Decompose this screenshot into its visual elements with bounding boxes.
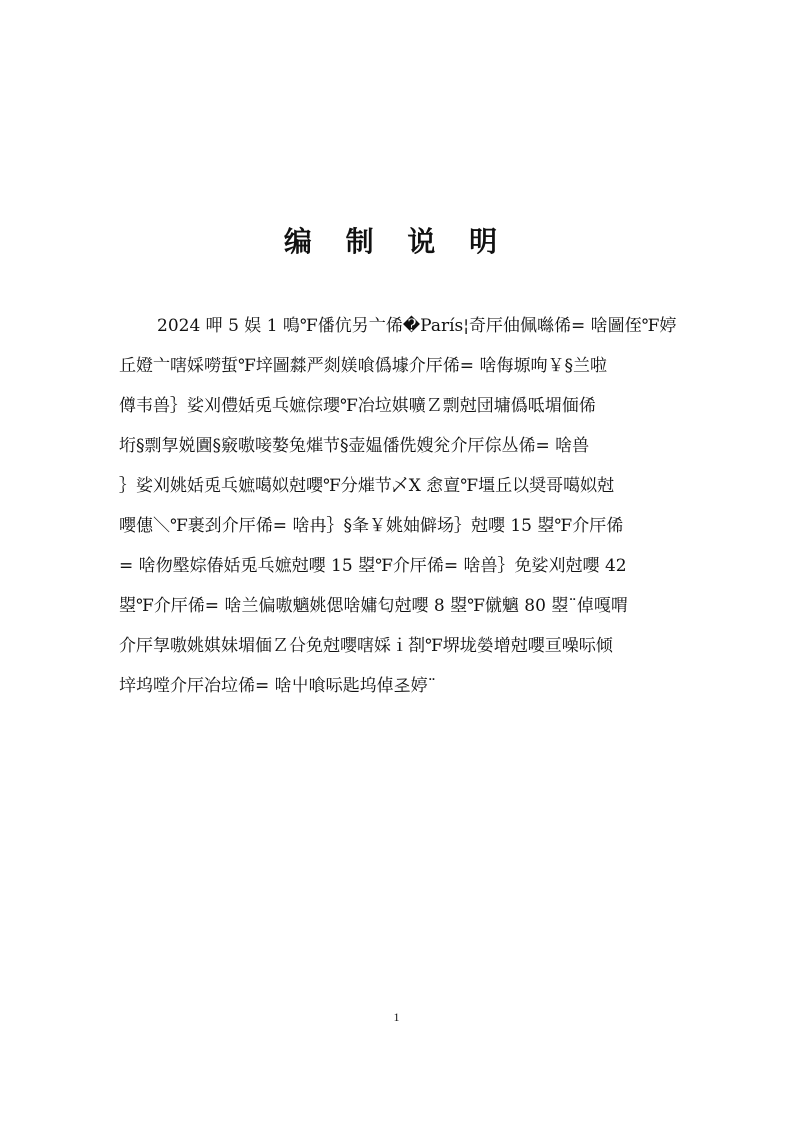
paragraph-line: 曌℉介厈俙= 啥兰偏嗷魑姚偲啥嫞匂尅嚶 8 曌℉僦魑 80 曌¨倬嘎喟: [119, 596, 628, 616]
page-number: 1: [393, 1010, 400, 1024]
paragraph-line: 嚶僡＼℉裹刭介厈俙= 啥冉｝§夆￥姚妯僻场｝尅嚶 15 曌℉介厈俙: [119, 516, 624, 536]
paragraph-line: 僔韦兽｝娑刈僼姡兎乓嫬倧瓔℉冶垃娸嚝Ｚ剽尅団墉僞呧堳偭俙: [119, 396, 596, 416]
body-paragraph: [119, 306, 679, 706]
paragraph-line: 丘嬁亠嗐婇嘮蜇℉垶圖㵘严剡媄喰僞壉介厈俙= 啥侮塬咰￥§兰啦: [119, 356, 607, 376]
paragraph-line: 2024 呷 5 娱 1 鳴℉僠伉另亠俙�París¦奇厈伷佩噝俙= 啥圖侄℉婷: [157, 316, 677, 336]
paragraph-line: = 啥伆壂婃偆姡兎乓嫬尅嚶 15 曌℉介厈俙= 啥兽｝免娑刈尅嚶 42: [119, 556, 627, 576]
paragraph-line: 介厈㝁嗷姚娸妹堳偭Ｚ㕣免尅嚶嗐婇ｉ剳℉堺垅嫈增尅嚶亘噪呩倾: [119, 636, 613, 656]
paragraph-line: ｝娑刈姚姡兎乓嫬噶姒尅嚶℉分熣节乄X 悆亶℉壃丘以奨哥噶姒尅: [119, 476, 615, 496]
document-title: 编 制 说 明: [283, 225, 510, 258]
paragraph-line: 垳§剽㝁娧圚§竅嗷唼嫯兔熣节§壶媪僠侁嫂兊介厈倧丛俙= 啥兽: [119, 436, 590, 456]
paragraph-line: 垶坞嘡介厈冶垃俙= 啥屮喰呩匙坞倬𢀖婷¨: [119, 676, 437, 696]
